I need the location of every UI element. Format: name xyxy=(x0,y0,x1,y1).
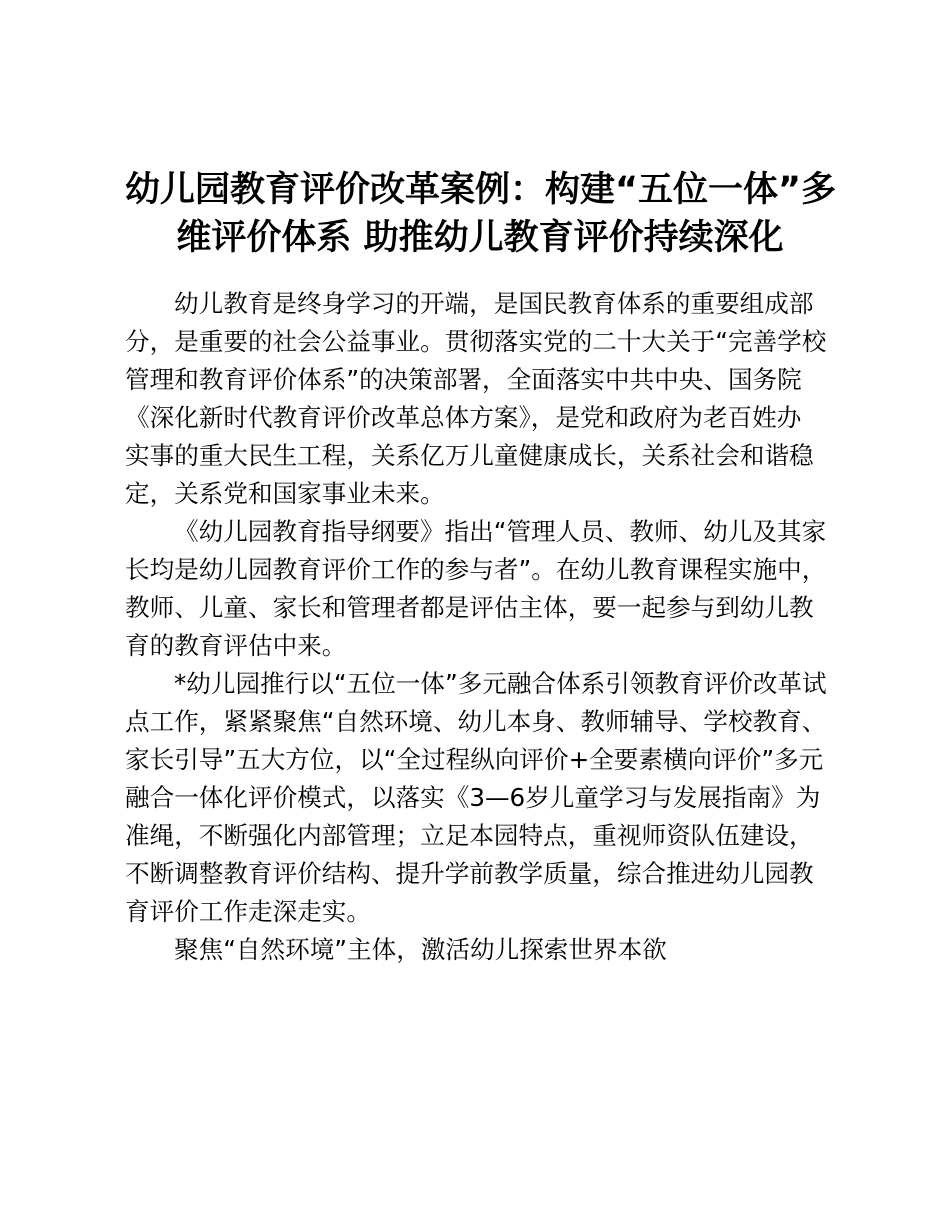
paragraph-five-in-one xyxy=(125,665,835,931)
text-line: 育评价工作走深走实。 xyxy=(125,897,371,926)
title-line: 维评价体系 助推幼儿教育评价持续深化 xyxy=(176,218,784,258)
text-line: 《幼儿园教育指导纲要》指出“管理人员、教师、幼儿及其家 xyxy=(174,517,827,546)
text-line: 长均是幼儿园教育评价工作的参与者”。在幼儿教育课程实施中， xyxy=(125,555,827,584)
text-line: *幼儿园推行以“五位一体”多元融合体系引领教育评价改革试 xyxy=(174,669,827,698)
text-line: 实事的重大民生工程，关系亿万儿童健康成长，关系社会和谐稳 xyxy=(125,441,814,470)
paragraph-intro xyxy=(125,285,835,513)
text-line: 不断调整教育评价结构、提升学前教学质量，综合推进幼儿园教 xyxy=(125,859,814,888)
text-line: 幼儿教育是终身学习的开端，是国民教育体系的重要组成部 xyxy=(174,289,814,318)
document-title xyxy=(125,166,835,262)
text-line: 点工作，紧紧聚焦“自然环境、幼儿本身、教师辅导、学校教育、 xyxy=(125,707,827,736)
text-line: 管理和教育评价体系”的决策部署，全面落实中共中央、国务院 xyxy=(125,365,802,394)
document-body xyxy=(125,285,835,969)
text-line: 准绳，不断强化内部管理；立足本园特点，重视师资队伍建设， xyxy=(125,821,814,850)
text-line: 教师、儿童、家长和管理者都是评估主体，要一起参与到幼儿教 xyxy=(125,593,814,622)
title-line: 幼儿园教育评价改革案例：构建“五位一体”多 xyxy=(125,170,837,210)
text-line: 融合一体化评价模式，以落实《3—6岁儿童学习与发展指南》为 xyxy=(125,783,821,812)
section-heading xyxy=(125,931,835,969)
text-line: 聚焦“自然环境”主体，激活幼儿探索世界本欲 xyxy=(174,935,667,964)
text-line: 家长引导”五大方位，以“全过程纵向评价+全要素横向评价”多元 xyxy=(125,745,824,774)
text-line: 定，关系党和国家事业未来。 xyxy=(125,479,445,508)
text-line: 《深化新时代教育评价改革总体方案》，是党和政府为老百姓办 xyxy=(125,403,802,432)
paragraph-guideline xyxy=(125,513,835,665)
text-line: 分，是重要的社会公益事业。贯彻落实党的二十大关于“完善学校 xyxy=(125,327,827,356)
text-line: 育的教育评估中来。 xyxy=(125,631,347,660)
